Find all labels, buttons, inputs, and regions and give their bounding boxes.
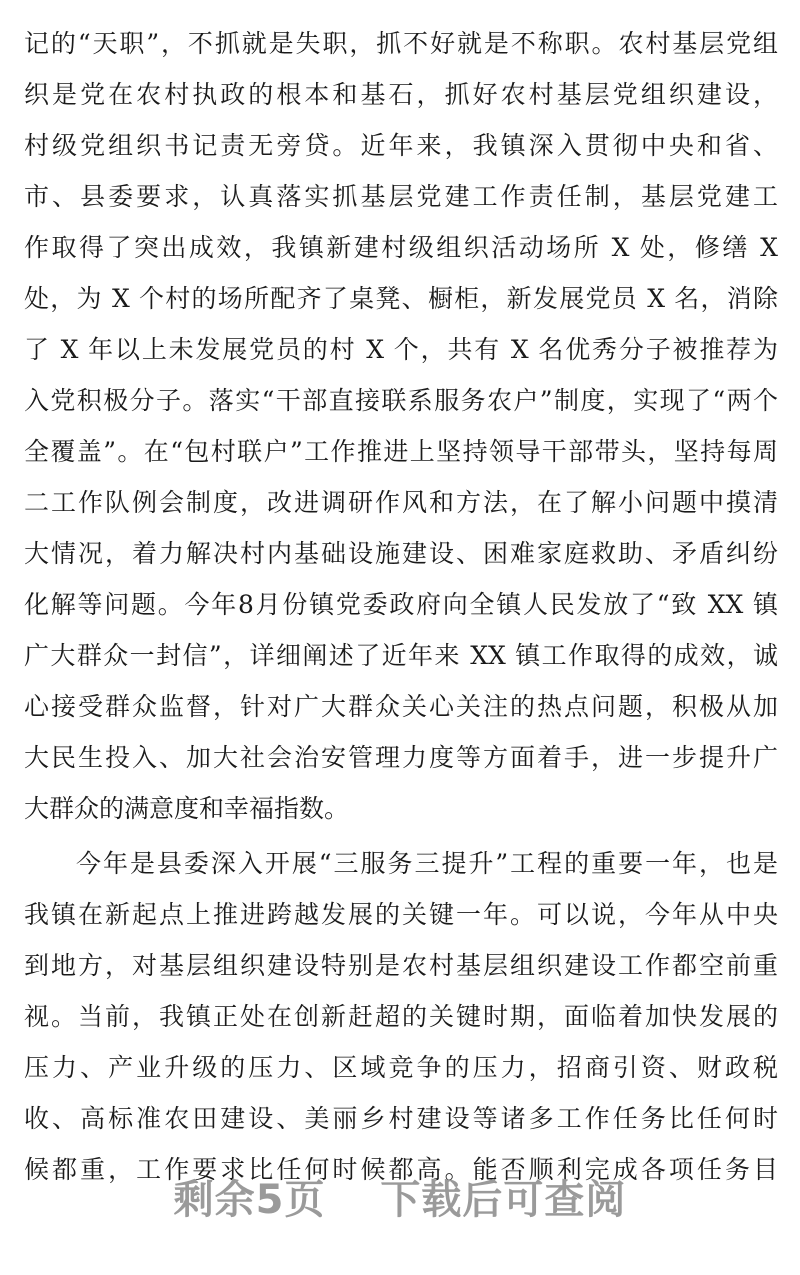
text-line: 我镇在新起点上推进跨越发展的关键一年。可以说，今年从中央	[24, 900, 778, 929]
text-line: 化解等问题。今年8月份镇党委政府向全镇人民发放了“致 XX 镇	[24, 590, 778, 619]
text-line: 候都重，工作要求比任何时候都高。能否顺利完成各项任务目	[24, 1155, 778, 1184]
text-line: 大群众的满意度和幸福指数。	[24, 794, 350, 823]
text-line: 大民生投入、加大社会治安管理力度等方面着手，进一步提升广	[24, 743, 778, 772]
text-line: 织是党在农村执政的根本和基石，抓好农村基层党组织建设，	[24, 80, 778, 109]
download-hint-label: 下载后可查阅	[380, 1177, 627, 1223]
text-line: 到地方，对基层组织建设特别是农村基层组织建设工作都空前重	[24, 951, 778, 980]
text-line: 市、县委要求，认真落实抓基层党建工作责任制，基层党建工	[24, 182, 778, 211]
text-line: 记的“天职”，不抓就是失职，抓不好就是不称职。农村基层党组	[24, 29, 778, 58]
text-line: 今年是县委深入开展“三服务三提升”工程的重要一年，也是	[76, 849, 778, 878]
download-prompt[interactable]	[0, 1168, 800, 1225]
cropped-top-line	[20, 0, 780, 4]
text-line: 广大群众一封信”，详细阐述了近年来 XX 镇工作取得的成效，诚	[24, 641, 778, 670]
text-line: 视。当前，我镇正处在创新赶超的关键时期，面临着加快发展的	[24, 1002, 778, 1031]
text-line: 处，为 X 个村的场所配齐了桌凳、橱柜，新发展党员 X 名，消除	[24, 284, 778, 313]
text-line: 心接受群众监督，针对广大群众关心关注的热点问题，积极从加	[24, 692, 778, 721]
text-line: 大情况，着力解决村内基础设施建设、困难家庭救助、矛盾纠纷	[24, 539, 778, 568]
text-line: 村级党组织书记责无旁贷。近年来，我镇深入贯彻中央和省、	[24, 131, 778, 160]
text-line: 二工作队例会制度，改进调研作风和方法，在了解小问题中摸清	[24, 488, 778, 517]
text-line: 收、高标准农田建设、美丽乡村建设等诸多工作任务比任何时	[24, 1104, 778, 1133]
text-line: 入党积极分子。落实“干部直接联系服务农户”制度，实现了“两个	[24, 386, 778, 415]
text-line: 作取得了突出成效，我镇新建村级组织活动场所 X 处，修缮 X	[24, 233, 778, 262]
text-line: 了 X 年以上未发展党员的村 X 个，共有 X 名优秀分子被推荐为	[24, 335, 778, 364]
document-body	[24, 18, 778, 1195]
text-line: 压力、产业升级的压力、区域竞争的压力，招商引资、财政税	[24, 1053, 778, 1082]
paragraph-2	[24, 838, 778, 1195]
paragraph-1	[24, 18, 778, 834]
remaining-pages-label: 剩余5页	[173, 1177, 326, 1223]
text-line: 全覆盖”。在“包村联户”工作推进上坚持领导干部带头，坚持每周	[24, 437, 778, 466]
